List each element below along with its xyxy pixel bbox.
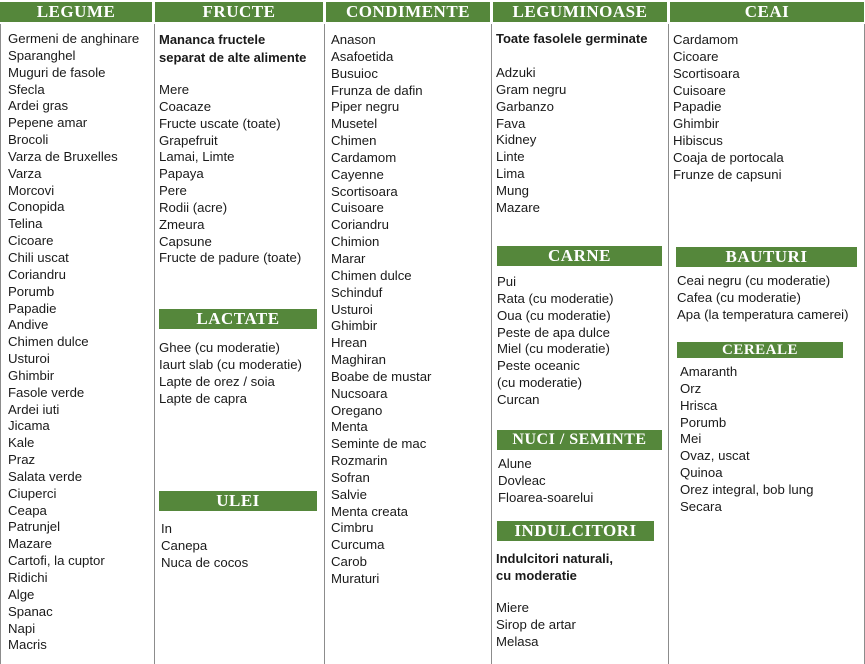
list-item: Mung: [496, 182, 529, 198]
list-item: Cardamom: [673, 32, 739, 47]
list-item: Peste de apa dulce: [497, 324, 610, 340]
list-item: Grapefruit: [159, 132, 218, 148]
list-item: Orz: [680, 380, 702, 396]
list-item: Patrunjel: [8, 519, 61, 535]
list-item: Cartofi, la cuptor: [8, 553, 105, 569]
list-item: Hibiscus: [673, 133, 723, 149]
indulcitori-note-line1: Indulcitori naturali,: [496, 551, 614, 566]
header-fructe: FRUCTE: [155, 2, 323, 22]
list-item: Cicoare: [8, 233, 54, 249]
list-item: Cuisoare: [673, 82, 726, 98]
list-item: Garbanzo: [496, 98, 554, 114]
list-item: Marar: [331, 250, 366, 266]
list-item: Muraturi: [331, 571, 380, 586]
list-item: Papaya: [159, 166, 204, 182]
list-item: Melasa: [496, 633, 539, 649]
list-item: Spanac: [8, 603, 53, 619]
list-item: Musetel: [331, 116, 378, 132]
list-item: Germeni de anghinare: [8, 31, 140, 46]
list-item: Varza de Bruxelles: [8, 148, 118, 164]
list-item: Maghiran: [331, 352, 386, 368]
list-item: Fructe de padure (toate): [159, 250, 302, 266]
list-item: Papadie: [8, 300, 57, 316]
leguminoase-list: [496, 65, 566, 217]
header-nuci-seminte: NUCI / SEMINTE: [497, 430, 662, 450]
cereale-list: [680, 364, 813, 516]
list-item: Brocoli: [8, 132, 49, 148]
list-item: Ardei iuti: [8, 401, 60, 417]
list-item: Miel (cu moderatie): [497, 341, 610, 357]
leguminoase-note: Toate fasolele germinate: [496, 31, 648, 46]
header-legume: LEGUME: [0, 2, 152, 22]
list-item: Lima: [496, 166, 525, 182]
list-item: Varza: [8, 165, 42, 181]
list-item: Salvie: [331, 486, 367, 502]
list-item: Miere: [496, 600, 529, 615]
list-item: Orez integral, bob lung: [680, 481, 814, 497]
list-item: Sofran: [331, 469, 370, 485]
list-item: Carob: [331, 554, 367, 570]
list-item: Cuisoare: [331, 200, 384, 216]
header-leguminoase: LEGUMINOASE: [493, 2, 667, 22]
list-item: Mei: [680, 431, 702, 447]
indulcitori-note-line2: cu moderatie: [496, 568, 577, 583]
header-lactate: LACTATE: [159, 309, 317, 329]
list-item: Seminte de mac: [331, 436, 427, 452]
list-item: Porumb: [680, 414, 727, 430]
list-item: Ardei gras: [8, 98, 69, 114]
list-item: Ghimbir: [8, 367, 55, 383]
ceai-list: [673, 32, 784, 184]
list-item: Jicama: [8, 418, 50, 434]
list-item: Sirop de artar: [496, 616, 576, 632]
list-item: Rodii (acre): [159, 199, 228, 215]
list-item: Cimbru: [331, 520, 374, 536]
list-item: Ghimbir: [331, 318, 378, 334]
header-cereale: CEREALE: [677, 342, 843, 358]
list-item: Chimen dulce: [8, 334, 89, 350]
list-item: Mazare: [8, 536, 52, 552]
list-item: Rata (cu moderatie): [497, 290, 614, 306]
fructe-note-line2: separat de alte alimente: [159, 50, 307, 65]
list-item: Alune: [498, 456, 532, 471]
list-item: Boabe de mustar: [331, 368, 432, 384]
list-item: (cu moderatie): [497, 375, 583, 391]
bauturi-list: [677, 273, 849, 324]
list-item: Ghee (cu moderatie): [159, 340, 280, 355]
list-item: Busuioc: [331, 65, 378, 81]
list-item: Lapte de capra: [159, 390, 247, 406]
list-item: Coriandru: [331, 217, 389, 233]
list-item: Usturoi: [331, 301, 373, 317]
list-item: Apa (la temperatura camerei): [677, 306, 849, 322]
list-item: Zmeura: [159, 216, 205, 232]
header-ulei: ULEI: [159, 491, 317, 511]
list-item: Anason: [331, 32, 376, 47]
list-item: Pere: [159, 183, 187, 199]
list-item: Curcuma: [331, 537, 385, 553]
list-item: Fava: [496, 115, 526, 131]
list-item: Porumb: [8, 283, 55, 299]
list-item: Chimen dulce: [331, 267, 412, 283]
list-item: Menta creata: [331, 503, 408, 519]
list-item: Papadie: [673, 99, 722, 115]
list-item: Kale: [8, 435, 35, 451]
list-item: Rozmarin: [331, 453, 388, 469]
list-item: Hrisca: [680, 397, 718, 413]
list-item: Napi: [8, 620, 36, 636]
list-item: Chimion: [331, 234, 380, 250]
list-item: Schinduf: [331, 284, 383, 300]
carne-list: [497, 274, 614, 409]
list-item: Asafoetida: [331, 48, 394, 64]
list-item: Secara: [680, 498, 722, 514]
list-item: Lamai, Limte: [159, 149, 235, 165]
list-item: Ridichi: [8, 570, 48, 585]
list-item: Curcan: [497, 391, 540, 407]
list-item: Andive: [8, 317, 49, 333]
list-item: Lapte de orez / soia: [159, 373, 275, 389]
list-item: Kidney: [496, 132, 537, 148]
list-item: Chili uscat: [8, 249, 69, 265]
list-item: Nuca de cocos: [161, 554, 249, 570]
list-item: Dovleac: [498, 472, 546, 488]
list-item: Macris: [8, 637, 47, 653]
list-item: Praz: [8, 452, 36, 468]
list-item: Fasole verde: [8, 384, 85, 400]
list-item: Salata verde: [8, 468, 83, 484]
list-item: Scortisoara: [673, 65, 740, 81]
list-item: Cardamom: [331, 149, 397, 165]
list-item: Morcovi: [8, 182, 55, 198]
list-item: Usturoi: [8, 351, 50, 367]
header-indulcitori: INDULCITORI: [497, 521, 654, 541]
header-bauturi: BAUTURI: [676, 247, 857, 267]
list-item: Ceapa: [8, 502, 47, 518]
list-item: Pui: [497, 274, 517, 289]
list-item: Telina: [8, 216, 43, 232]
condimente-list: [331, 32, 431, 588]
list-item: Cicoare: [673, 48, 719, 64]
list-item: Gram negru: [496, 81, 567, 97]
list-item: Piper negru: [331, 99, 400, 115]
list-item: Peste oceanic: [497, 358, 580, 374]
list-item: Adzuki: [496, 65, 536, 80]
list-item: Canepa: [161, 537, 208, 553]
list-item: Ghimbir: [673, 116, 720, 132]
list-item: Oua (cu moderatie): [497, 307, 611, 323]
header-condimente: CONDIMENTE: [326, 2, 490, 22]
fructe-list: [159, 82, 301, 267]
list-item: Hrean: [331, 335, 367, 351]
list-item: Coaja de portocala: [673, 149, 784, 165]
list-item: Fructe uscate (toate): [159, 115, 281, 131]
list-item: Cayenne: [331, 166, 384, 182]
list-item: Ciuperci: [8, 485, 57, 501]
list-item: Frunza de dafin: [331, 82, 423, 98]
list-item: In: [161, 521, 172, 536]
indulcitori-list: [496, 600, 576, 651]
list-item: Muguri de fasole: [8, 64, 106, 80]
lactate-list: [159, 340, 302, 407]
header-carne: CARNE: [497, 246, 662, 266]
list-item: Coriandru: [8, 266, 66, 282]
list-item: Mere: [159, 82, 190, 97]
list-item: Quinoa: [680, 465, 723, 481]
list-item: Chimen: [331, 133, 377, 149]
list-item: Sfecla: [8, 81, 45, 97]
legume-list: [8, 31, 139, 654]
list-item: Nucsoara: [331, 385, 388, 401]
list-item: Ovaz, uscat: [680, 448, 750, 464]
ulei-list: [161, 521, 248, 572]
list-item: Coacaze: [159, 98, 212, 114]
list-item: Ceai negru (cu moderatie): [677, 273, 831, 288]
list-item: Sparanghel: [8, 47, 76, 63]
list-item: Floarea-soarelui: [498, 489, 594, 505]
list-item: Capsune: [159, 233, 212, 249]
list-item: Conopida: [8, 199, 65, 215]
list-item: Cafea (cu moderatie): [677, 289, 801, 305]
list-item: Oregano: [331, 402, 383, 418]
list-item: Frunze de capsuni: [673, 166, 782, 182]
list-item: Amaranth: [680, 364, 738, 379]
list-item: Pepene amar: [8, 115, 88, 131]
list-item: Menta: [331, 419, 368, 435]
list-item: Mazare: [496, 199, 540, 215]
nuci-list: [498, 456, 593, 507]
fructe-note-line1: Mananca fructele: [159, 32, 266, 47]
list-item: Iaurt slab (cu moderatie): [159, 356, 302, 372]
list-item: Linte: [496, 149, 525, 165]
header-ceai: CEAI: [670, 2, 864, 22]
list-item: Alge: [8, 586, 35, 602]
list-item: Scortisoara: [331, 183, 398, 199]
